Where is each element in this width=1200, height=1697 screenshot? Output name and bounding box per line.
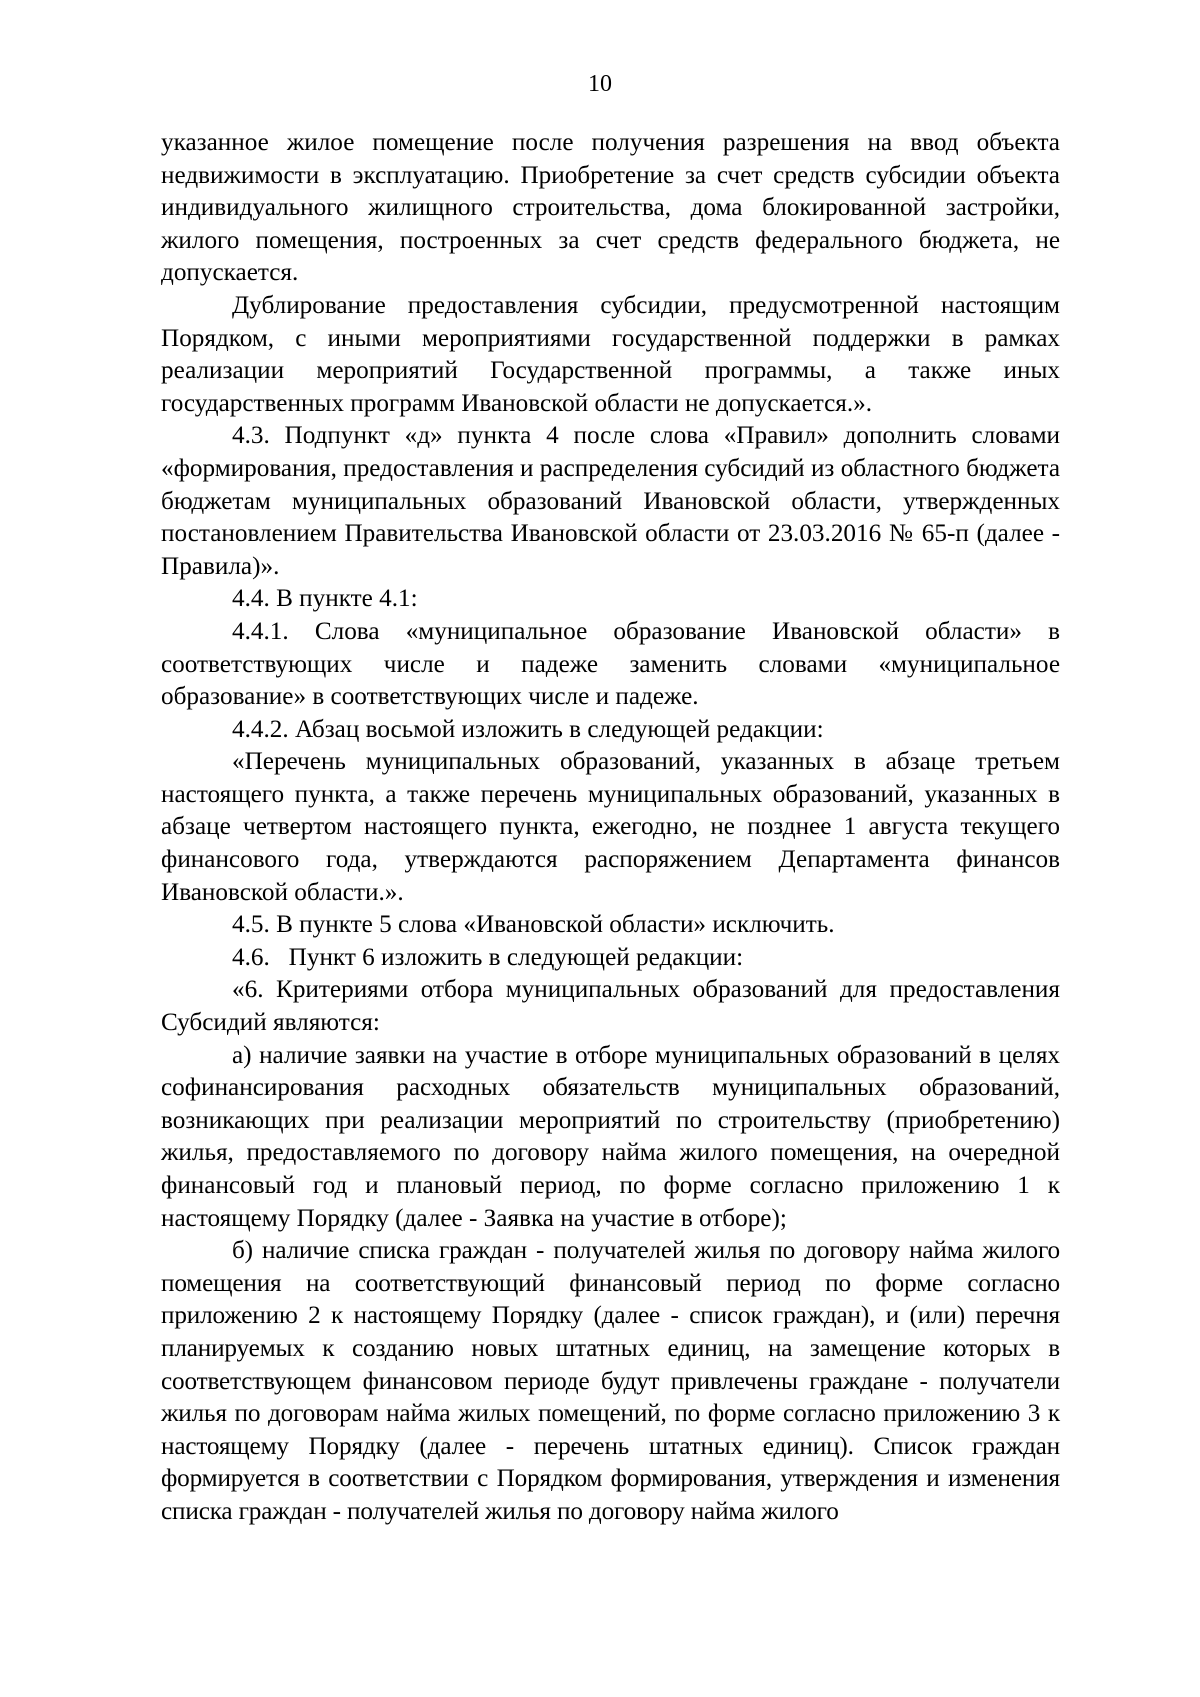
paragraph: 4.6. Пункт 6 изложить в следующей редакции: (232, 943, 744, 971)
page-number: 10 (588, 71, 612, 97)
document-body (161, 127, 1060, 1529)
paragraph: 4.5. В пункте 5 слова «Ивановской области» исключить. (232, 911, 835, 939)
paragraph: Дублирование предоставления субсидии, предусмотренной настоящим Порядком, с иными мероприятиями государственной поддержки в рамках реализации мероприятий Государственной программы, а также иных государственных программ Ивановской области не допускается.». (161, 291, 1060, 417)
paragraph: 4.4.2. Абзац восьмой изложить в следующей редакции: (232, 715, 824, 743)
paragraph: а) наличие заявки на участие в отборе муниципальных образований в целях софинансирования расходных обязательств муниципальных образований, возникающих при реализации мероприятий по строительству (приобретению) жилья, предоставляемого по договору найма жилого помещения, на очередной финансовый год и плановый период, по форме согласно приложению 1 к настоящему Порядку (далее - Заявка на участие в отборе); (161, 1041, 1060, 1232)
paragraph: указанное жилое помещение после получения разрешения на ввод объекта недвижимости в эксплуатацию. Приобретение за счет средств субсидии объекта индивидуального жилищного строительства, дома блокированной застройки, жилого помещения, построенных за счет средств федерального бюджета, не допускается. (161, 129, 1060, 287)
paragraph: б) наличие списка граждан - получателей жилья по договору найма жилого помещения на соответствующий финансовый период по форме согласно приложению 2 к настоящему Порядку (далее - список граждан), и (или) перечня планируемых к созданию новых штатных единиц, на замещение которых в соответствующем финансовом периоде будут привлечены граждане - получатели жилья по договорам найма жилых помещений, по форме согласно приложению 3 к настоящему Порядку (далее - перечень штатных единиц). Список граждан формируется в соответствии с Порядком формирования, утверждения и изменения списка граждан - получателей жилья по договору найма жилого (161, 1237, 1060, 1525)
paragraph: 4.3. Подпункт «д» пункта 4 после слова «Правил» дополнить словами «формирования, предоставления и распределения субсидий из областного бюджета бюджетам муниципальных образований Ивановской области, утвержденных постановлением Правительства Ивановской области от 23.03.2016 № 65-п (далее - Правила)». (161, 422, 1060, 580)
paragraph: «Перечень муниципальных образований, указанных в абзаце третьем настоящего пункта, а также перечень муниципальных образований, указанных в абзаце четвертом настоящего пункта, ежегодно, не позднее 1 августа текущего финансового года, утверждаются распоряжением Департамента финансов Ивановской области.». (161, 748, 1060, 906)
paragraph: 4.4. В пункте 4.1: (232, 585, 418, 613)
paragraph: 4.4.1. Слова «муниципальное образование Ивановской области» в соответствующих числе и падеже заменить словами «муниципальное образование» в соответствующих числе и падеже. (161, 617, 1060, 711)
paragraph: «6. Критериями отбора муниципальных образований для предоставления Субсидий являются: (161, 976, 1060, 1037)
